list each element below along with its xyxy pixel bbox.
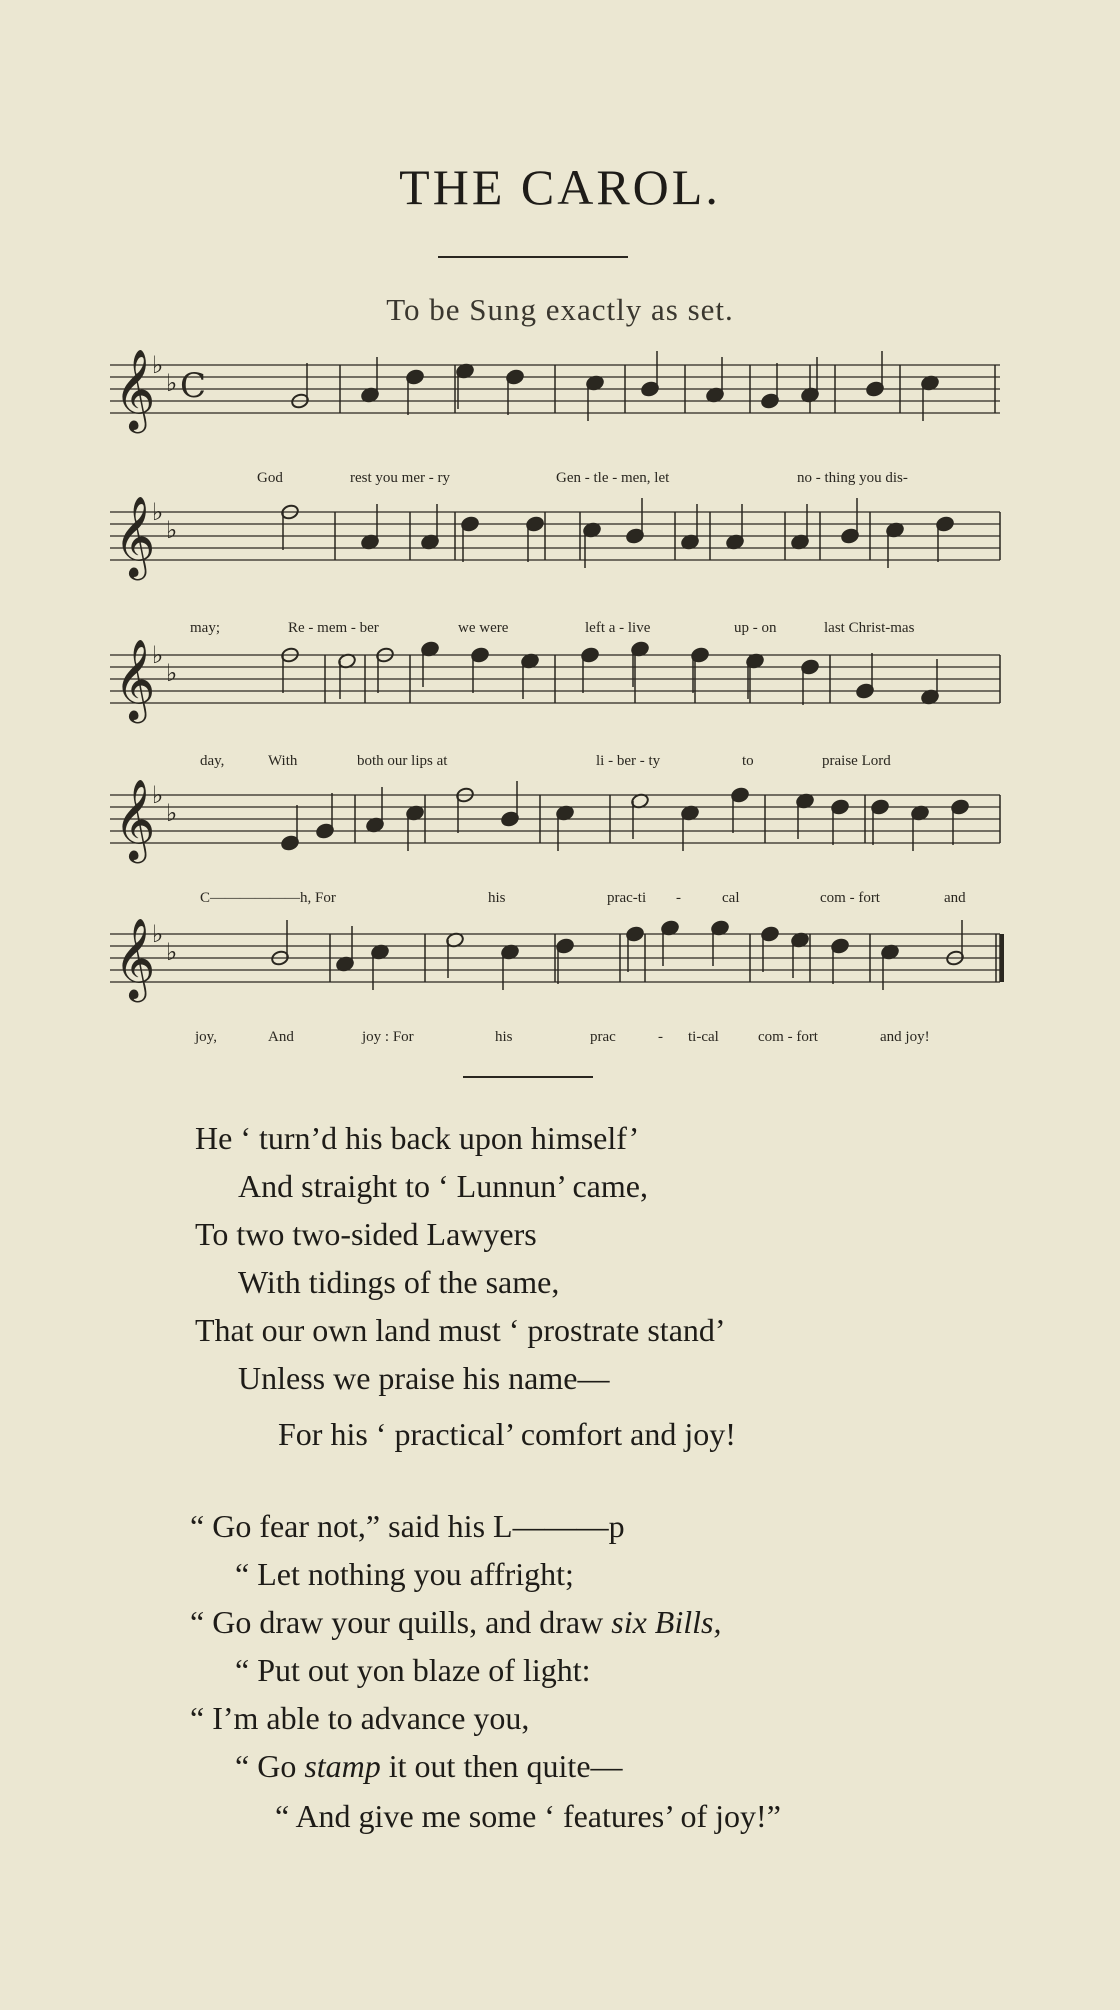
lyric-syllable: to: [742, 753, 754, 769]
music-staff: [110, 325, 1010, 455]
lyric-syllable: cal: [722, 890, 740, 906]
flat-icon: ♭: [166, 799, 178, 827]
flat-icon: ♭: [152, 498, 164, 526]
lyric-syllable: joy,: [195, 1029, 217, 1045]
flat-icon: ♭: [152, 920, 164, 948]
verse-italic-text: six Bills,: [611, 1604, 722, 1640]
verse-line: “ And give me some ‘ features’ of joy!”: [275, 1798, 781, 1834]
verse-line: Unless we praise his name—: [238, 1360, 610, 1396]
flat-icon: ♭: [166, 938, 178, 966]
lyric-syllable: and joy!: [880, 1029, 930, 1045]
flat-icon: ♭: [152, 781, 164, 809]
lyric-syllable: With: [268, 753, 298, 769]
flat-icon: ♭: [166, 659, 178, 687]
lyric-syllable: may;: [190, 620, 220, 636]
lyric-syllable: up - on: [734, 620, 777, 636]
lyric-syllable: com - fort: [758, 1029, 818, 1045]
lyric-syllable: -: [658, 1029, 663, 1045]
lyric-syllable: praise Lord: [822, 753, 891, 769]
verse-line: He ‘ turn’d his back upon himself’: [195, 1120, 640, 1156]
lyric-syllable: com - fort: [820, 890, 880, 906]
lyric-syllable: C——————h, For: [200, 890, 336, 906]
music-staff: [110, 472, 1010, 602]
lyric-syllable: prac-ti: [607, 890, 647, 906]
lyric-syllable: -: [676, 890, 681, 906]
flat-icon: ♭: [166, 516, 178, 544]
verse-line: And straight to ‘ Lunnun’ came,: [238, 1168, 648, 1204]
lyric-syllable: his: [488, 890, 506, 906]
lyric-syllable: and: [944, 890, 966, 906]
treble-clef-icon: 𝄞: [114, 917, 156, 999]
verse-italic-text: stamp: [304, 1748, 381, 1784]
lyric-syllable: prac: [590, 1029, 616, 1045]
verse-line: For his ‘ practical’ comfort and joy!: [278, 1416, 736, 1452]
verse-line: With tidings of the same,: [238, 1264, 560, 1300]
lyric-syllable: Re - mem - ber: [288, 620, 379, 636]
time-signature-icon: C: [180, 366, 207, 406]
lyric-syllable: left a - live: [585, 620, 651, 636]
lyric-syllable: li - ber - ty: [596, 753, 661, 769]
lyric-syllable: his: [495, 1029, 513, 1045]
verse-text: “ Go draw your quills, and draw: [190, 1604, 612, 1640]
page-title: THE CAROL.: [399, 159, 721, 215]
music-staff: [110, 755, 1010, 885]
verse-line: “ I’m able to advance you,: [190, 1700, 530, 1736]
lyric-syllable: we were: [458, 620, 509, 636]
verse-line: [235, 1742, 623, 1790]
treble-clef-icon: 𝄞: [114, 348, 156, 430]
verse-line: “ Put out yon blaze of light:: [235, 1652, 591, 1688]
verse-line: [190, 1598, 721, 1646]
verse-line: To two two-sided Lawyers: [195, 1216, 537, 1252]
lyric-syllable: And: [268, 1029, 294, 1045]
score-divider: [463, 1076, 593, 1078]
subtitle: To be Sung exactly as set.: [386, 292, 734, 327]
flat-icon: ♭: [166, 369, 178, 397]
lyric-syllable: ti-cal: [688, 1029, 719, 1045]
treble-clef-icon: 𝄞: [114, 638, 156, 720]
lyric-syllable: Gen - tle - men, let: [556, 470, 670, 486]
lyric-syllable: no - thing you dis-: [797, 470, 908, 486]
lyric-syllable: day,: [200, 753, 225, 769]
lyric-syllable: joy : For: [362, 1029, 414, 1045]
verse-text: “ Go: [235, 1748, 305, 1784]
title-divider: [438, 256, 628, 258]
verse-line: “ Let nothing you affright;: [235, 1556, 574, 1592]
lyric-syllable: both our lips at: [357, 753, 448, 769]
verse-line: “ Go fear not,” said his L———p: [190, 1508, 625, 1544]
verse-text: it out then quite—: [380, 1748, 623, 1784]
treble-clef-icon: 𝄞: [114, 495, 156, 577]
flat-icon: ♭: [152, 641, 164, 669]
flat-icon: ♭: [152, 351, 164, 379]
verse-line: That our own land must ‘ prostrate stand’: [195, 1312, 726, 1348]
lyric-syllable: rest you mer - ry: [350, 470, 450, 486]
lyric-syllable: God: [257, 470, 283, 486]
treble-clef-icon: 𝄞: [114, 778, 156, 860]
lyric-syllable: last Christ-mas: [824, 620, 915, 636]
music-staff: [110, 894, 1010, 1024]
